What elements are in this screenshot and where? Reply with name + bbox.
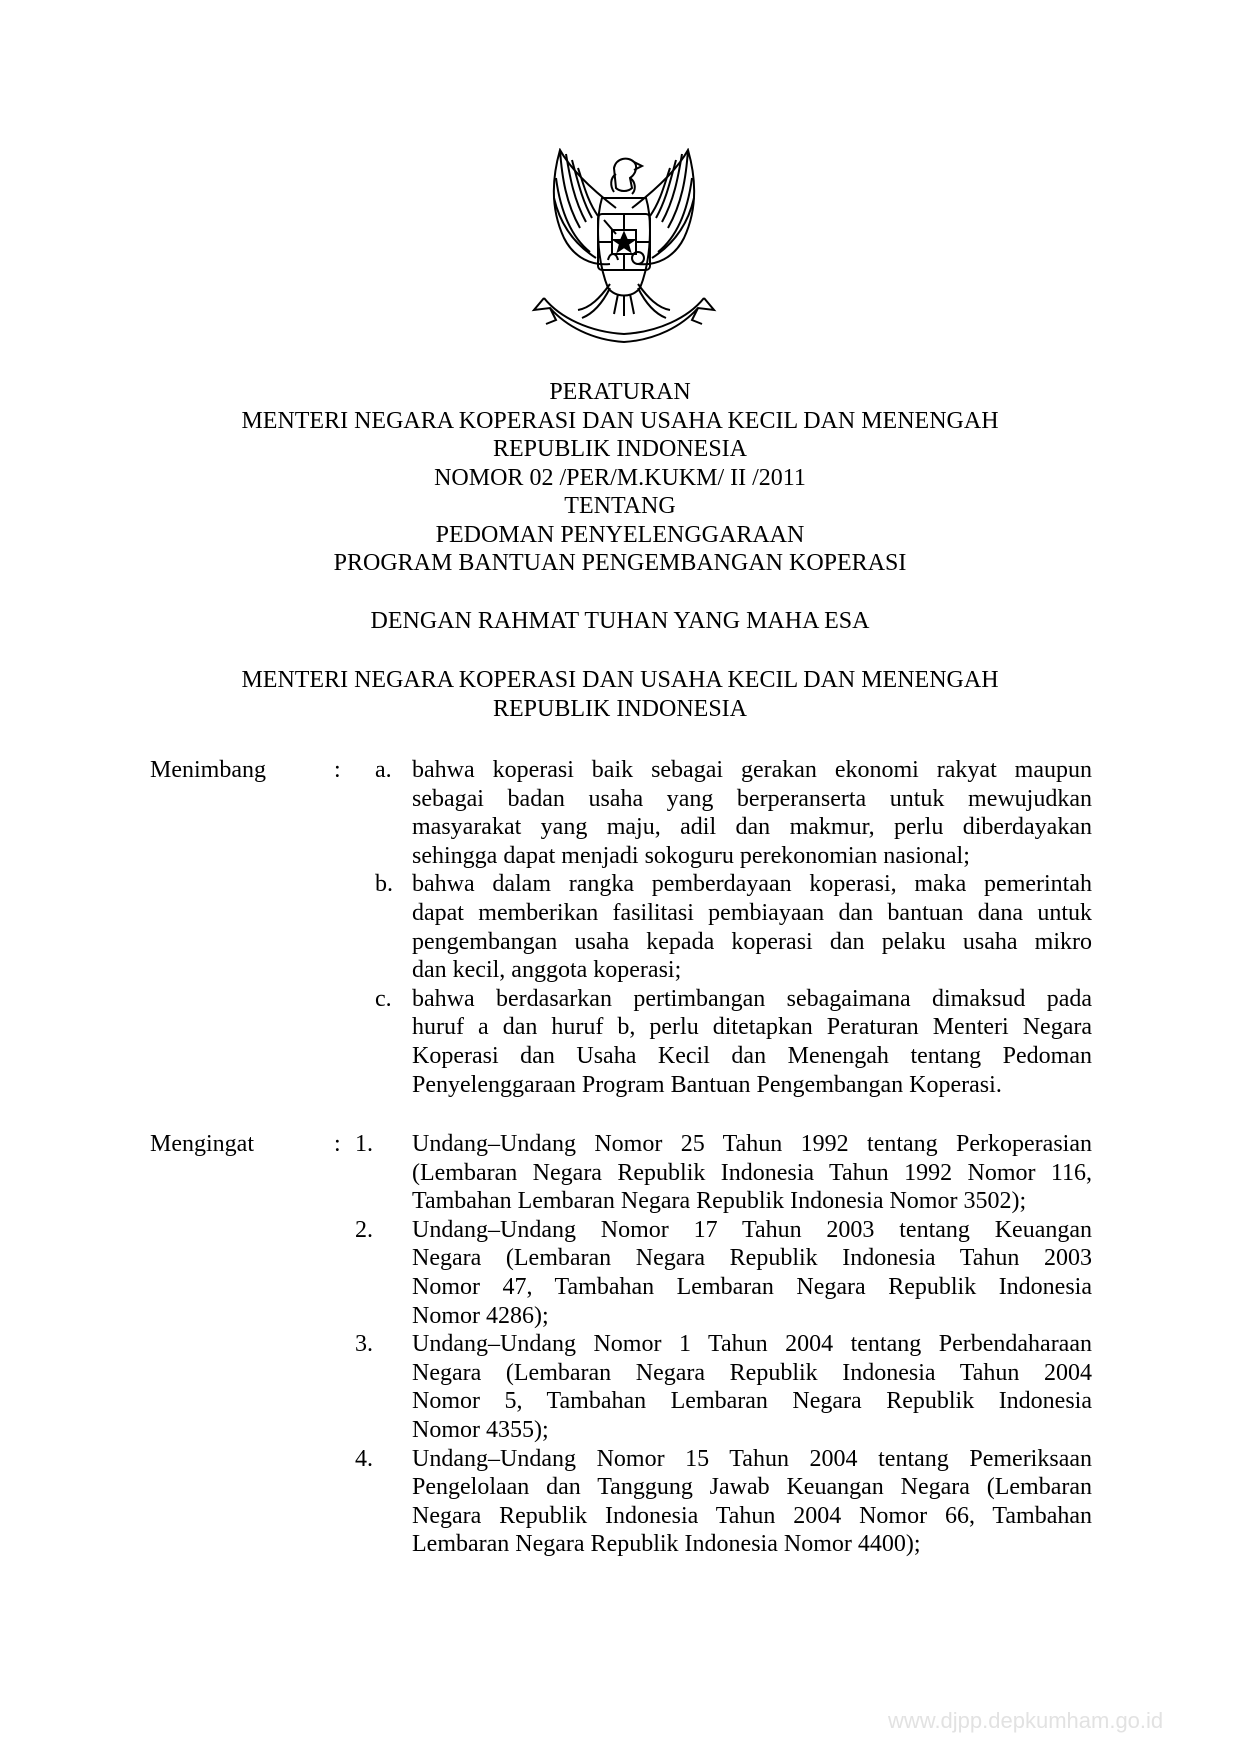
mengingat-section — [0, 1130, 1240, 1559]
title-line: PERATURAN — [549, 379, 691, 405]
item-marker: b. — [375, 871, 393, 898]
text-line: Undang–Undang Nomor 1 Tahun 2004 tentang Perbendaharaan — [412, 1331, 1092, 1358]
blessing-line — [0, 607, 1240, 636]
item-marker: c. — [375, 985, 392, 1012]
text-line: sebagai badan usaha yang berperanserta untuk mewujudkan — [412, 785, 1092, 812]
item-text — [412, 756, 1092, 870]
list-item — [0, 870, 1240, 984]
title-line: PROGRAM BANTUAN PENGEMBANGAN KOPERASI — [333, 550, 907, 576]
item-text — [412, 985, 1092, 1099]
text-line: Lembaran Negara Republik Indonesia Nomor 4400); — [412, 1531, 921, 1558]
text-line: pengembangan usaha kepada koperasi dan pelaku usaha mikro — [412, 928, 1092, 955]
text-line: Nomor 47, Tambahan Lembaran Negara Republik Indonesia — [412, 1273, 1092, 1300]
text-line: Negara Republik Indonesia Tahun 2004 Nomor 66, Tambahan — [412, 1502, 1092, 1529]
item-text — [412, 1216, 1092, 1330]
text-line: dan kecil, anggota koperasi; — [412, 957, 682, 984]
minister-line: MENTERI NEGARA KOPERASI DAN USAHA KECIL DAN MENENGAH — [241, 667, 999, 693]
text-line: (Lembaran Negara Republik Indonesia Tahun 1992 Nomor 116, — [412, 1159, 1092, 1186]
item-marker: 3. — [355, 1331, 373, 1358]
list-item — [0, 1216, 1240, 1330]
text-line: Negara (Lembaran Negara Republik Indonesia Tahun 2004 — [412, 1359, 1092, 1386]
list-item — [0, 1445, 1240, 1559]
text-line: masyarakat yang maju, adil dan makmur, perlu diberdayakan — [412, 814, 1092, 841]
text-line: Pengelolaan dan Tanggung Jawab Keuangan Negara (Lembaran — [412, 1474, 1092, 1501]
text-line: Penyelenggaraan Program Bantuan Pengembangan Koperasi. — [412, 1071, 1002, 1098]
minister-block — [0, 666, 1240, 723]
list-item — [0, 756, 1240, 870]
text-line: huruf a dan huruf b, perlu ditetapkan Peraturan Menteri Negara — [412, 1014, 1092, 1041]
item-text — [412, 1445, 1092, 1559]
text-line: bahwa dalam rangka pemberdayaan koperasi, maka pemerintah — [412, 871, 1092, 898]
item-text — [412, 870, 1092, 984]
section-label: Mengingat — [150, 1131, 254, 1157]
text-line: Nomor 4355); — [412, 1416, 549, 1443]
minister-line: REPUBLIK INDONESIA — [493, 695, 747, 722]
blessing-text: DENGAN RAHMAT TUHAN YANG MAHA ESA — [370, 608, 870, 634]
item-marker: 4. — [355, 1445, 373, 1472]
text-line: Tambahan Lembaran Negara Republik Indonesia Nomor 3502); — [412, 1188, 1027, 1215]
section-colon: : — [334, 1131, 341, 1157]
text-line: Koperasi dan Usaha Kecil dan Menengah tentang Pedoman — [412, 1042, 1092, 1069]
text-line: Undang–Undang Nomor 17 Tahun 2003 tentang Keuangan — [412, 1216, 1092, 1243]
text-line: Negara (Lembaran Negara Republik Indonesia Tahun 2003 — [412, 1245, 1092, 1272]
text-line: Nomor 5, Tambahan Lembaran Negara Republik Indonesia — [412, 1388, 1092, 1415]
list-item — [0, 985, 1240, 1099]
list-item — [0, 1330, 1240, 1444]
text-line: dapat memberikan fasilitasi pembiayaan dan bantuan dana untuk — [412, 899, 1092, 926]
item-marker: a. — [375, 757, 392, 783]
garuda-emblem-icon — [530, 148, 718, 348]
text-line: Undang–Undang Nomor 25 Tahun 1992 tentang Perkoperasian — [412, 1131, 1092, 1157]
text-line: sehingga dapat menjadi sokoguru perekonomian nasional; — [412, 842, 970, 869]
title-line: NOMOR 02 /PER/M.KUKM/ II /2011 — [434, 464, 806, 491]
item-marker: 1. — [355, 1131, 373, 1157]
item-marker: 2. — [355, 1216, 373, 1243]
title-line: PEDOMAN PENYELENGGARAAN — [435, 521, 805, 548]
title-line: TENTANG — [564, 493, 676, 519]
text-line: bahwa berdasarkan pertimbangan sebagaimana dimaksud pada — [412, 985, 1092, 1012]
title-line: REPUBLIK INDONESIA — [493, 436, 747, 462]
list-item — [0, 1130, 1240, 1216]
item-text — [412, 1130, 1092, 1216]
text-line: bahwa koperasi baik sebagai gerakan ekonomi rakyat maupun — [412, 757, 1092, 783]
section-label: Menimbang — [150, 757, 266, 783]
regulation-title-block — [0, 378, 1240, 578]
item-text — [412, 1330, 1092, 1444]
title-line: MENTERI NEGARA KOPERASI DAN USAHA KECIL DAN MENENGAH — [241, 407, 999, 434]
text-line: Nomor 4286); — [412, 1302, 549, 1329]
section-colon: : — [334, 757, 341, 783]
menimbang-section — [0, 756, 1240, 1099]
watermark-text: www.djpp.depkumham.go.id — [888, 1708, 1164, 1733]
text-line: Undang–Undang Nomor 15 Tahun 2004 tentang Pemeriksaan — [412, 1445, 1092, 1472]
